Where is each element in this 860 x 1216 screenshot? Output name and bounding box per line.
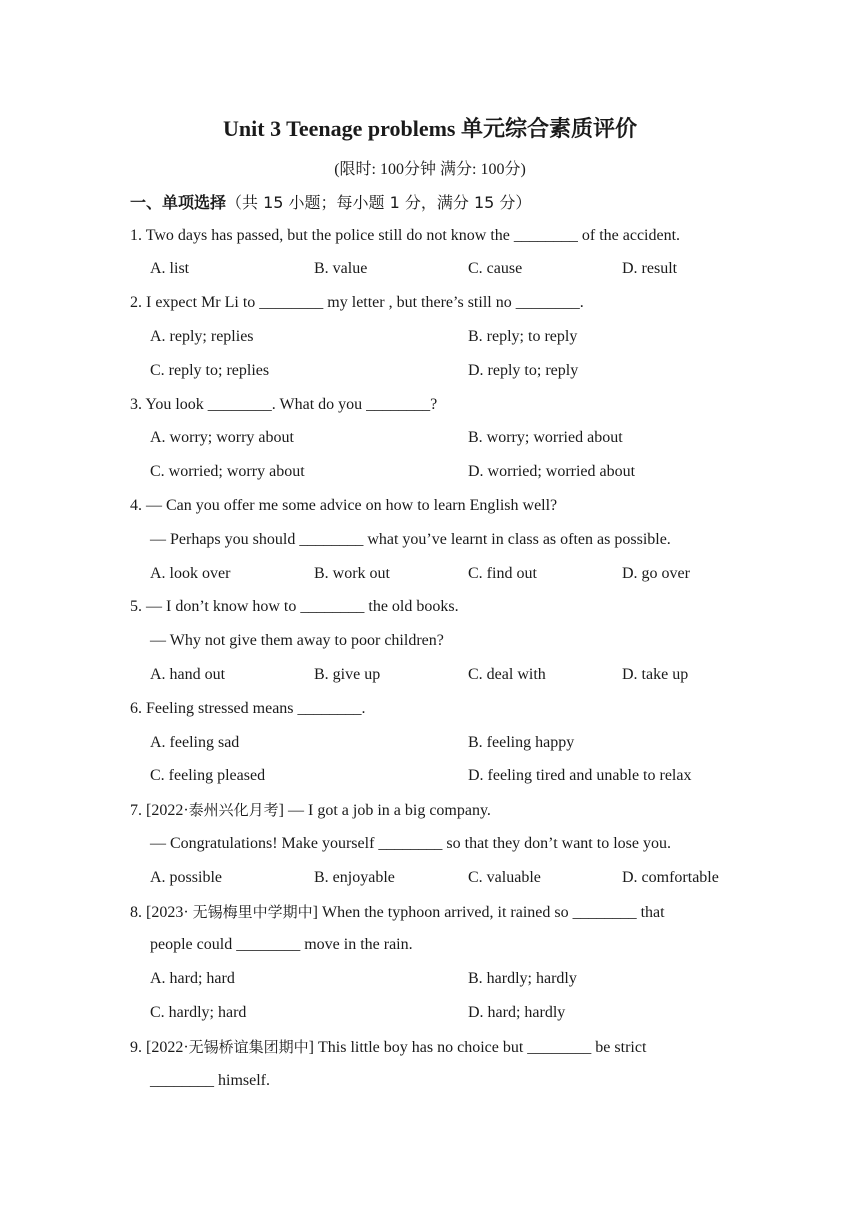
question-1-option-a[interactable]: A. list — [150, 260, 190, 277]
question-8-stem — [130, 902, 665, 923]
question-2-option-b[interactable]: B. reply; to reply — [468, 328, 578, 345]
question-6-option-b[interactable]: B. feeling happy — [468, 734, 575, 751]
question-7-option-b[interactable]: B. enjoyable — [314, 869, 395, 886]
question-2-option-a[interactable]: A. reply; replies — [150, 328, 254, 345]
question-6-option-a[interactable]: A. feeling sad — [150, 734, 240, 751]
question-7-option-d[interactable]: D. comfortable — [622, 869, 719, 886]
question-8-suffix: ] When the typhoon arrived, it rained so ________ that — [312, 904, 665, 921]
question-7-option-a[interactable]: A. possible — [150, 869, 222, 886]
question-8-option-c[interactable]: C. hardly; hard — [150, 1004, 247, 1021]
question-2-stem: 2. I expect Mr Li to ________ my letter , but there’s still no ________. — [130, 294, 584, 311]
question-6-option-d[interactable]: D. feeling tired and unable to relax — [468, 767, 692, 784]
time-limit-subtitle: (限时: 100分钟 满分: 100分) — [334, 161, 526, 178]
question-8-continuation: people could ________ move in the rain. — [150, 936, 413, 953]
question-5-option-d[interactable]: D. take up — [622, 666, 689, 683]
question-4-response: — Perhaps you should ________ what you’ve learnt in class as often as possible. — [150, 531, 671, 548]
question-4-option-c[interactable]: C. find out — [468, 565, 537, 582]
question-3-option-b[interactable]: B. worry; worried about — [468, 429, 623, 446]
question-5-option-c[interactable]: C. deal with — [468, 666, 546, 683]
question-6-stem: 6. Feeling stressed means ________. — [130, 700, 366, 717]
question-1-option-c[interactable]: C. cause — [468, 260, 523, 277]
question-5-response: — Why not give them away to poor children? — [150, 632, 444, 649]
question-7-suffix: ] — I got a job in a big company. — [278, 802, 491, 819]
question-7-option-c[interactable]: C. valuable — [468, 869, 541, 886]
question-3-option-d[interactable]: D. worried; worried about — [468, 463, 636, 480]
question-1-option-d[interactable]: D. result — [622, 260, 678, 277]
section-title: 一、单项选择 — [130, 193, 227, 212]
question-8-prefix: 8. [2023· — [130, 904, 193, 921]
question-8-option-b[interactable]: B. hardly; hardly — [468, 970, 577, 987]
question-2-option-d[interactable]: D. reply to; reply — [468, 362, 579, 379]
question-9-source: 无锡桥谊集团期中 — [188, 1038, 309, 1056]
question-7-response: — Congratulations! Make yourself ________ so that they don’t want to lose you. — [150, 835, 671, 852]
question-3-stem: 3. You look ________. What do you ________? — [130, 396, 438, 413]
question-8-option-d[interactable]: D. hard; hardly — [468, 1004, 566, 1021]
question-6-option-c[interactable]: C. feeling pleased — [150, 767, 266, 784]
section-heading — [130, 190, 531, 213]
question-8-option-a[interactable]: A. hard; hard — [150, 970, 235, 987]
page-title: Unit 3 Teenage problems 单元综合素质评价 — [223, 116, 637, 141]
question-2-option-c[interactable]: C. reply to; replies — [150, 362, 270, 379]
question-7-prefix: 7. [2022· — [130, 802, 189, 819]
question-5-option-b[interactable]: B. give up — [314, 666, 381, 683]
question-7-source: 泰州兴化月考 — [188, 801, 279, 819]
question-4-option-a[interactable]: A. look over — [150, 565, 231, 582]
question-9-continuation: ________ himself. — [150, 1072, 270, 1089]
question-9-stem — [130, 1037, 646, 1058]
question-3-option-a[interactable]: A. worry; worry about — [150, 429, 294, 446]
question-7-stem — [130, 800, 491, 821]
question-3-option-c[interactable]: C. worried; worry about — [150, 463, 305, 480]
question-8-source: 无锡梅里中学期中 — [192, 903, 313, 921]
question-9-prefix: 9. [2022· — [130, 1039, 189, 1056]
question-1-option-b[interactable]: B. value — [314, 260, 368, 277]
question-5-stem: 5. — I don’t know how to ________ the old books. — [130, 598, 459, 615]
question-1-stem: 1. Two days has passed, but the police still do not know the ________ of the accident. — [130, 227, 681, 244]
question-9-suffix: ] This little boy has no choice but ________ be strict — [308, 1039, 647, 1056]
question-4-option-b[interactable]: B. work out — [314, 565, 390, 582]
question-5-option-a[interactable]: A. hand out — [150, 666, 226, 683]
section-note: （共 15 小题；每小题 1 分，满分 15 分） — [226, 193, 532, 212]
question-4-stem: 4. — Can you offer me some advice on how to learn English well? — [130, 497, 558, 514]
question-4-option-d[interactable]: D. go over — [622, 565, 690, 582]
